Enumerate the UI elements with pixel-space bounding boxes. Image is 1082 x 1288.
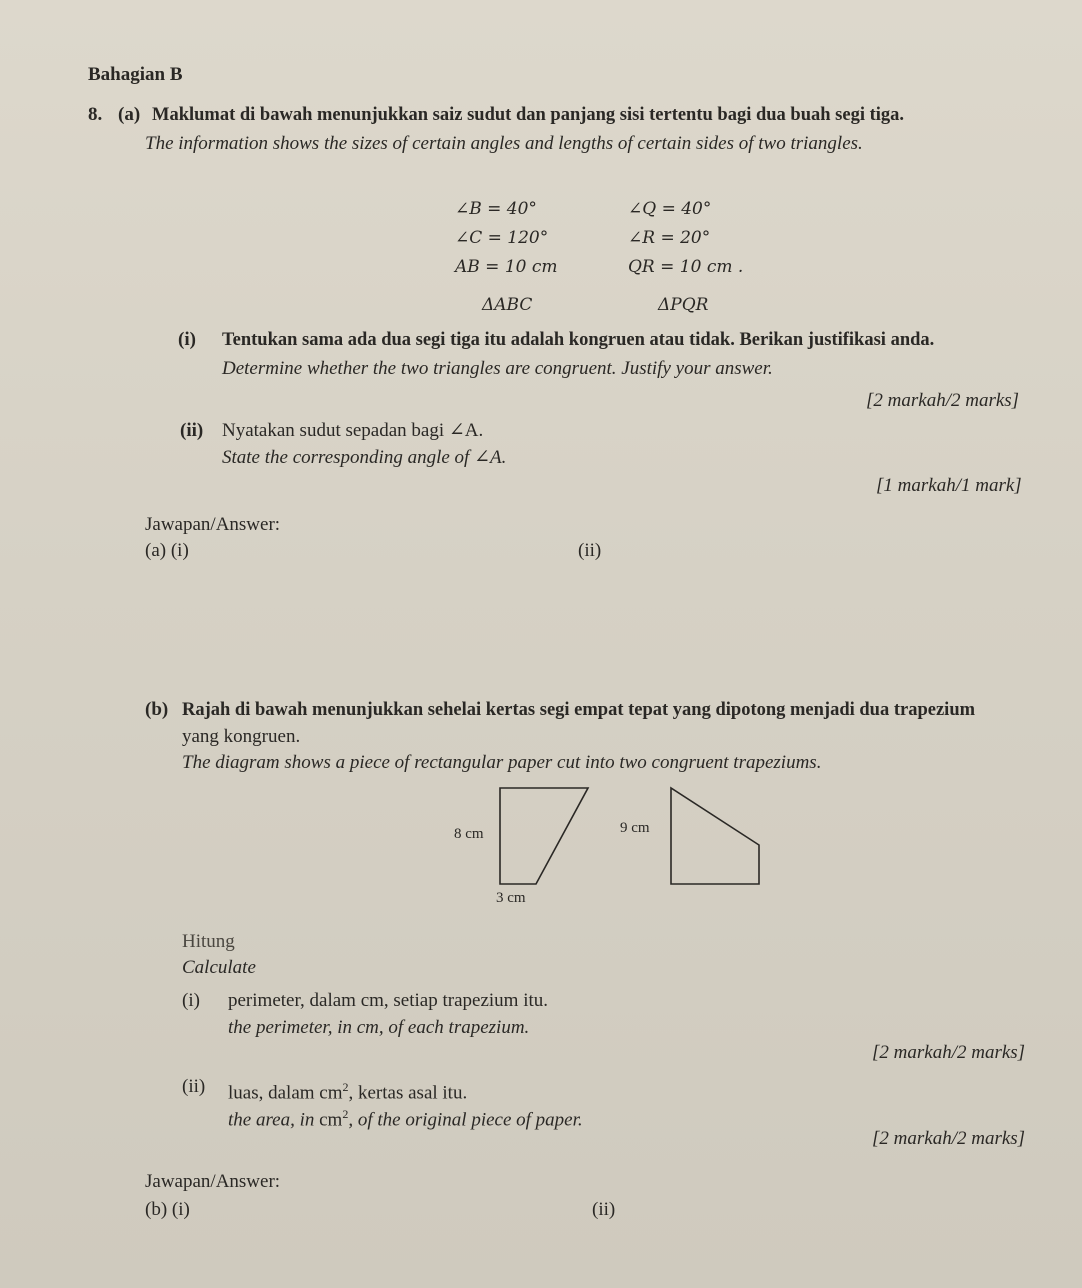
left-height-label: 8 cm: [454, 826, 484, 842]
triangle-pqr-label: ΔPQR: [658, 295, 709, 315]
part-a-i-label: (i): [178, 329, 196, 350]
part-a-i-ms: Tentukan sama ada dua segi tiga itu adalah kongruen atau tidak. Berikan justifikasi anda.: [222, 330, 935, 350]
answer-b-i: (b) (i): [145, 1199, 190, 1220]
part-a-i-marks: [2 markah/2 marks]: [866, 390, 1020, 411]
given-angle-b: ∠B = 40°: [455, 199, 537, 219]
part-a-ii-marks: [1 markah/1 mark]: [876, 475, 1022, 496]
answer-b-ii: (ii): [592, 1199, 616, 1220]
part-b-ii-label: (ii): [182, 1076, 206, 1097]
part-a-ii-label: (ii): [180, 420, 204, 441]
part-b-intro-ms-1: Rajah di bawah menunjukkan sehelai kertas segi empat tepat yang dipotong menjadi dua trapezium: [182, 700, 976, 720]
part-b-i-marks: [2 markah/2 marks]: [872, 1042, 1026, 1063]
part-b-intro-en: The diagram shows a piece of rectangular paper cut into two congruent trapeziums.: [182, 752, 822, 773]
given-angle-c: ∠C = 120°: [455, 228, 549, 248]
answer-a-i: (a) (i): [145, 540, 189, 561]
part-b-intro-ms-2: yang kongruen.: [182, 726, 301, 747]
part-b-ii-ms: luas, dalam $cm^2$, kertas asal itu.: [228, 1080, 468, 1104]
part-b-i-label: (i): [182, 990, 200, 1011]
left-trapezium: [500, 788, 588, 884]
part-b-label: (b): [145, 699, 169, 720]
given-side-ab: AB = 10 cm: [455, 257, 558, 277]
answer-a-ii: (ii): [578, 540, 602, 561]
part-a-ii-ms: Nyatakan sudut sepadan bagi ∠A.: [222, 420, 484, 441]
base-label: 3 cm: [496, 890, 526, 906]
given-angle-q: ∠Q = 40°: [628, 199, 712, 219]
part-a-ii-en: State the corresponding angle of ∠A.: [222, 447, 507, 468]
section-title: Bahagian B: [88, 64, 183, 85]
trapezium-diagram: [440, 780, 780, 910]
given-angle-r: ∠R = 20°: [628, 228, 711, 248]
part-b-ii-marks: [2 markah/2 marks]: [872, 1128, 1026, 1149]
part-a-intro-en: The information shows the sizes of certain angles and lengths of certain sides of two triangles.: [145, 133, 863, 154]
right-trapezium: [671, 788, 759, 884]
answer-label-b: Jawapan/Answer:: [145, 1171, 281, 1192]
given-side-qr: QR = 10 cm .: [628, 257, 744, 277]
part-a-label: (a): [118, 104, 141, 125]
part-a-intro-ms: Maklumat di bawah menunjukkan saiz sudut dan panjang sisi tertentu bagi dua buah segi tiga.: [152, 105, 905, 125]
answer-label-a: Jawapan/Answer:: [145, 514, 281, 535]
triangle-abc-label: ΔABC: [482, 295, 533, 315]
hitung-label: Hitung: [182, 931, 235, 952]
calculate-label: Calculate: [182, 957, 256, 978]
right-height-label: 9 cm: [620, 820, 650, 836]
question-number: 8.: [88, 104, 103, 125]
part-a-i-en: Determine whether the two triangles are congruent. Justify your answer.: [222, 358, 773, 379]
part-b-i-en: the perimeter, in cm, of each trapezium.: [228, 1017, 530, 1038]
part-b-ii-en: the area, in $cm^2$, of the original piece of paper.: [228, 1107, 583, 1131]
part-b-i-ms: perimeter, dalam cm, setiap trapezium itu.: [228, 990, 549, 1011]
